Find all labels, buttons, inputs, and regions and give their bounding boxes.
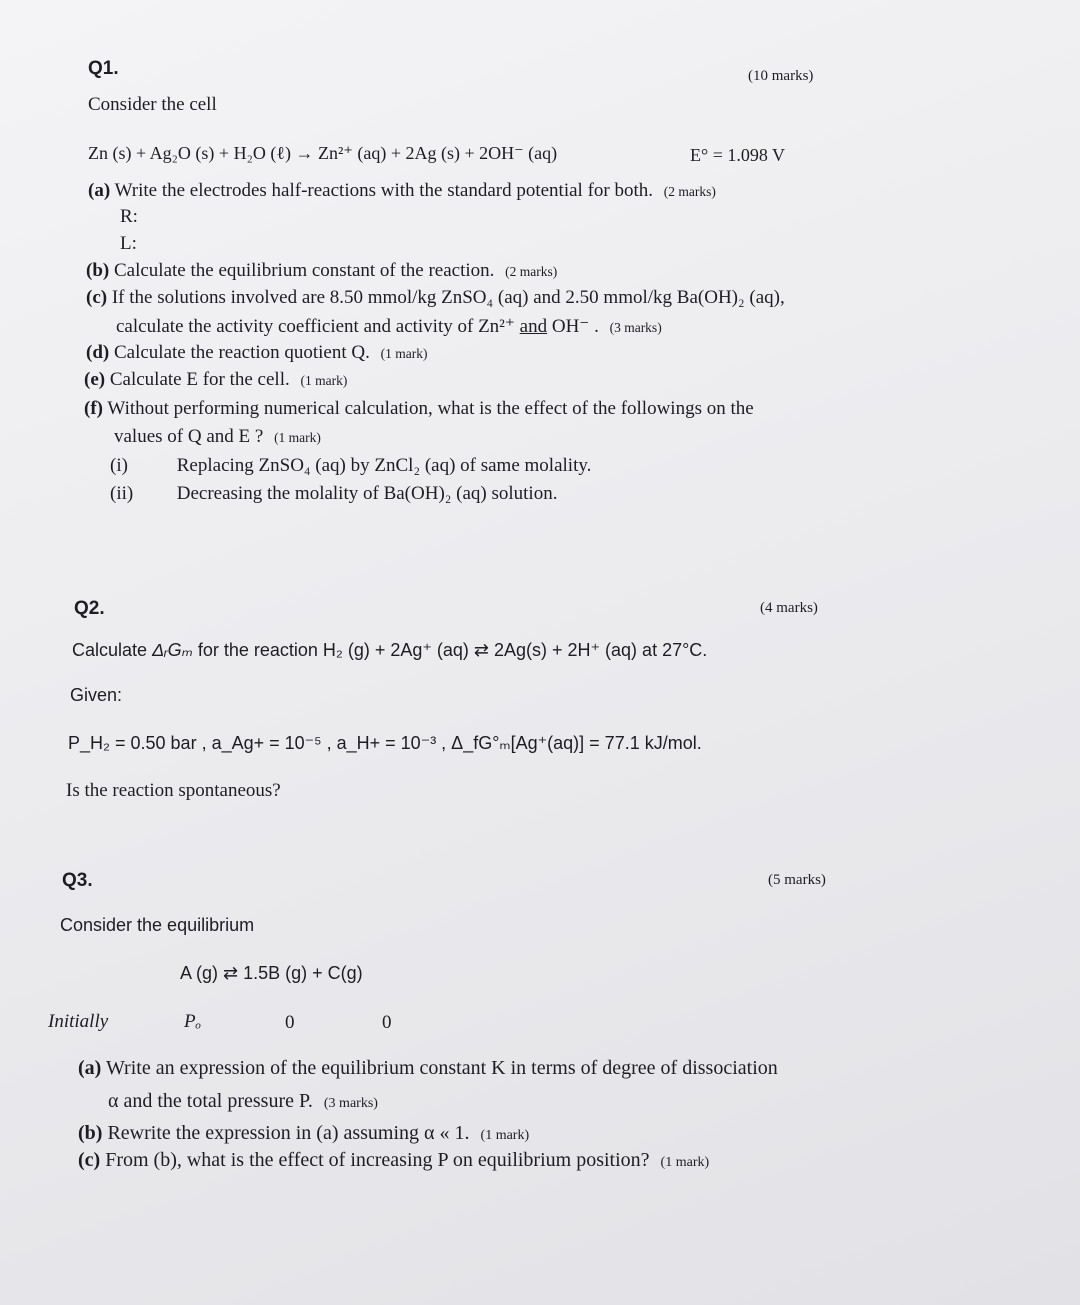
part-text: Write the electrodes half-reactions with the standard potential for both.	[114, 180, 654, 201]
q2-text: Calculate	[72, 640, 148, 660]
q2-reaction: for the reaction H₂ (g) + 2Ag⁺ (aq) ⇄ 2Ag(s) + 2H⁺ (aq) at 27°C.	[197, 640, 708, 660]
part-text: OH⁻ .	[551, 316, 599, 337]
part-text: Decreasing the molality of Ba(OH)₂ (aq) solution.	[176, 483, 558, 504]
part-text: Write an expression of the equilibrium constant K in terms of degree of dissociation	[105, 1057, 778, 1079]
roman-number: (i)	[110, 455, 128, 476]
part-letter: (d)	[86, 342, 110, 363]
q1-marks: (10 marks)	[748, 68, 814, 84]
roman-number: (ii)	[110, 483, 134, 504]
part-letter: (b)	[86, 260, 110, 281]
part-text: Calculate E for the cell.	[109, 369, 290, 390]
q3-initial-b: 0	[285, 1012, 295, 1033]
q3-part-b	[78, 1122, 529, 1145]
q3-part-c	[78, 1149, 709, 1172]
q2-given: Given:	[70, 685, 123, 705]
q3-label: Q3.	[62, 870, 93, 891]
part-text: Calculate the equilibrium constant of the reaction.	[113, 260, 495, 281]
part-marks: (1 mark)	[660, 1155, 710, 1170]
q1-part-a-r: R:	[120, 206, 138, 227]
part-letter: (b)	[78, 1122, 103, 1144]
q1-part-a	[88, 180, 716, 202]
q1-part-d	[86, 342, 427, 364]
q1-part-f-i	[110, 455, 591, 477]
part-text: Replacing ZnSO₄ (aq) by ZnCl₂ (aq) of same molality.	[176, 455, 592, 476]
q2-marks: (4 marks)	[760, 600, 818, 616]
part-text: If the solutions involved are 8.50 mmol/kg ZnSO₄ (aq) and 2.50 mmol/kg Ba(OH)₂ (aq),	[111, 287, 785, 308]
q1-standard-potential: E° = 1.098 V	[690, 145, 786, 165]
q1-part-c	[86, 287, 785, 309]
part-text: Without performing numerical calculation, what is the effect of the followings on the	[107, 398, 754, 419]
q1-part-f	[84, 398, 754, 420]
part-letter: (a)	[88, 180, 111, 201]
q1-cell-reaction: Zn (s) + Ag₂O (s) + H₂O (ℓ) → Zn²⁺ (aq) + 2Ag (s) + 2OH⁻ (aq)	[88, 143, 558, 163]
q3-initial-c: 0	[382, 1012, 392, 1033]
q3-part-a	[78, 1057, 778, 1080]
part-text: From (b), what is the effect of increasing P on equilibrium position?	[105, 1149, 650, 1171]
part-letter: (c)	[86, 287, 108, 308]
q2-line1	[72, 640, 707, 661]
q1-part-b	[86, 260, 557, 282]
part-letter: (e)	[84, 369, 106, 390]
gibbs-symbol: ΔᵣGₘ	[152, 640, 193, 660]
part-marks: (3 marks)	[323, 1096, 378, 1111]
q2-label: Q2.	[74, 598, 105, 619]
part-text: α and the total pressure P.	[108, 1090, 313, 1112]
part-text: calculate the activity coefficient and activity of Zn²⁺	[116, 316, 515, 337]
part-marks: (1 mark)	[274, 430, 321, 445]
underlined-and: and	[519, 316, 548, 337]
q1-part-e	[84, 369, 347, 391]
q3-initial-p: Pₒ	[184, 1011, 202, 1032]
q1-label: Q1.	[88, 58, 119, 79]
part-marks: (2 marks)	[663, 184, 716, 199]
q3-marks: (5 marks)	[768, 872, 826, 888]
q3-equilibrium: A (g) ⇄ 1.5B (g) + C(g)	[180, 963, 363, 983]
part-marks: (1 mark)	[480, 1128, 530, 1143]
part-text: Calculate the reaction quotient Q.	[113, 342, 370, 363]
q3-intro: Consider the equilibrium	[60, 915, 255, 935]
q1-part-a-l: L:	[120, 233, 137, 254]
q1-part-f-ii	[110, 483, 557, 505]
q3-part-a-line2	[108, 1090, 378, 1113]
part-letter: (a)	[78, 1057, 102, 1079]
part-text: values of Q and E ?	[114, 426, 264, 447]
q2-question: Is the reaction spontaneous?	[66, 780, 281, 801]
q1-part-c-line2	[116, 315, 662, 338]
q1-intro: Consider the cell	[88, 94, 217, 115]
part-marks: (3 marks)	[609, 320, 662, 335]
q2-given-values: P_H₂ = 0.50 bar , a_Ag+ = 10⁻⁵ , a_H+ = 10⁻³ , Δ_fG°ₘ[Ag⁺(aq)] = 77.1 kJ/mol.	[68, 733, 702, 753]
q1-part-f-line2	[114, 426, 321, 448]
part-letter: (c)	[78, 1149, 101, 1171]
part-marks: (2 marks)	[505, 264, 558, 279]
part-marks: (1 mark)	[300, 373, 348, 388]
part-marks: (1 mark)	[380, 346, 428, 361]
part-text: Rewrite the expression in (a) assuming α « 1.	[107, 1122, 470, 1144]
q3-initially: Initially	[48, 1011, 109, 1032]
part-letter: (f)	[84, 398, 103, 419]
